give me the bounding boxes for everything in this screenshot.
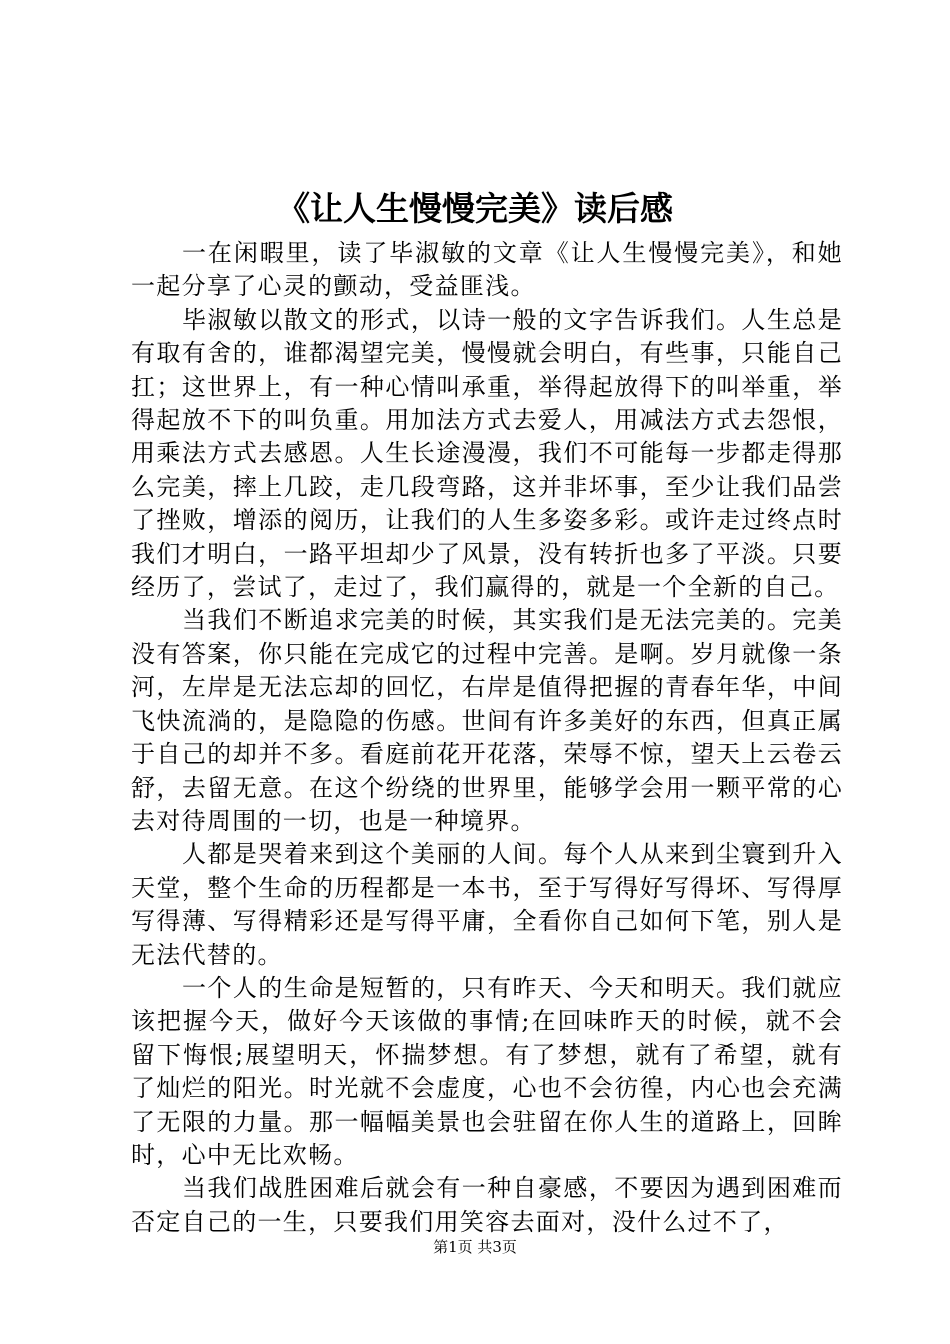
paragraph-6: 当我们战胜困难后就会有一种自豪感，不要因为遇到困难而否定自己的一生，只要我们用笑容去面对，没什么过不了，: [131, 1174, 843, 1236]
document-body: [131, 237, 843, 1239]
paragraph-5: 一个人的生命是短暂的，只有昨天、今天和明天。我们就应该把握今天，做好今天该做的事情;在回味昨天的时候，就不会留下悔恨;展望明天，怀揣梦想。有了梦想，就有了希望，就有了灿烂的阳光。时光就不会虚度，心也不会彷徨，内心也会充满了无限的力量。那一幅幅美景也会驻留在你人生的道路上，回眸时，心中无比欢畅。: [131, 973, 843, 1169]
paragraph-3: 当我们不断追求完美的时候，其实我们是无法完美的。完美没有答案，你只能在完成它的过程中完善。是啊。岁月就像一条河，左岸是无法忘却的回忆，右岸是值得把握的青春年华，中间飞快流淌的，是隐隐的伤感。世间有许多美好的东西，但真正属于自己的却并不多。看庭前花开花落，荣辱不惊，望天上云卷云舒，去留无意。在这个纷绕的世界里，能够学会用一颗平常的心去对待周围的一切，也是一种境界。: [131, 606, 843, 835]
page-number-indicator: 第1页 共3页: [433, 1238, 517, 1256]
page-footer: [0, 1236, 950, 1258]
paragraph-4: 人都是哭着来到这个美丽的人间。每个人从来到尘寰到升入天堂，整个生命的历程都是一本书，至于写得好写得坏、写得厚写得薄、写得精彩还是写得平庸，全看你自己如何下笔，别人是无法代替的。: [131, 840, 843, 969]
document-title: 《让人生慢慢完美》读后感: [277, 189, 673, 228]
paragraph-1: 一在闲暇里，读了毕淑敏的文章《让人生慢慢完美》，和她一起分享了心灵的颤动，受益匪浅。: [131, 239, 843, 301]
paragraph-2: 毕淑敏以散文的形式，以诗一般的文字告诉我们。人生总是有取有舍的，谁都渴望完美，慢慢就会明白，有些事，只能自己扛；这世界上，有一种心情叫承重，举得起放得下的叫举重，举得起放不下的叫负重。用加法方式去爱人，用减法方式去怨恨，用乘法方式去感恩。人生长途漫漫，我们不可能每一步都走得那么完美，摔上几跤，走几段弯路，这并非坏事，至少让我们品尝了挫败，增添的阅历，让我们的人生多姿多彩。或许走过终点时我们才明白，一路平坦却少了风景，没有转折也多了平淡。只要经历了，尝试了，走过了，我们赢得的，就是一个全新的自己。: [131, 305, 843, 602]
